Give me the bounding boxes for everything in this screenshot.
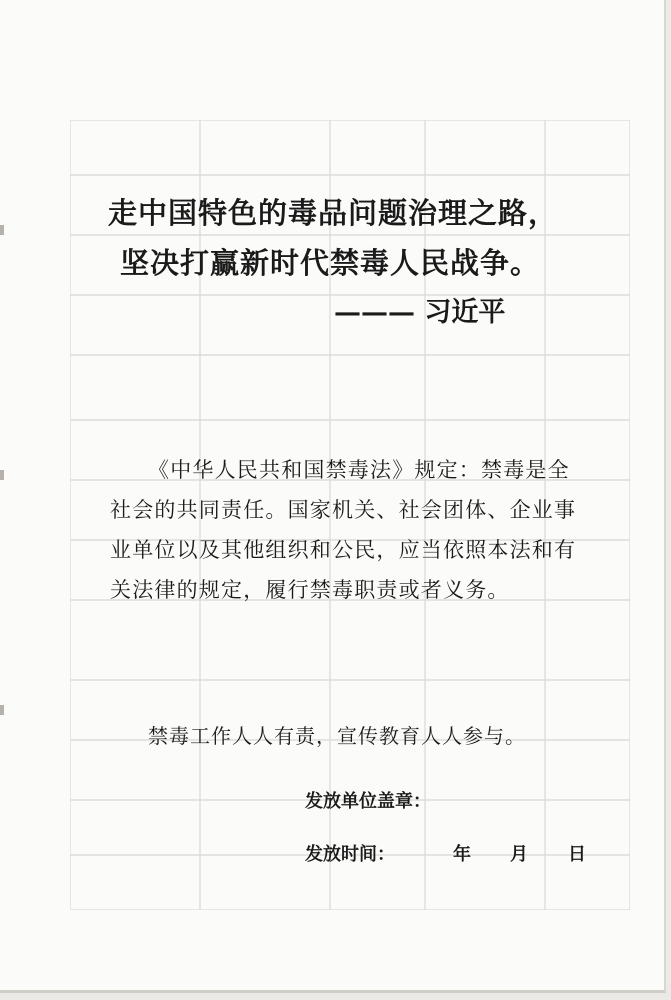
binding-mark [0,225,4,235]
quote-line-2: 坚决打赢新时代禁毒人民战争。 [120,246,541,280]
law-paragraph [110,450,635,610]
date-month-unit: 月 [510,844,528,865]
issuer-seal-label: 发放单位盖章： [305,791,431,812]
date-day-unit: 日 [568,844,586,865]
date-year-unit: 年 [453,844,471,865]
binding-mark [0,705,4,715]
xi-quote [108,188,608,338]
binding-mark [0,470,4,480]
law-line-2: 社会的共同责任。国家机关、社会团体、企业事 [110,498,577,522]
issue-date-label: 发放时间： [305,844,395,865]
law-line-4: 关法律的规定，履行禁毒职责或者义务。 [110,578,510,602]
law-line-1: 《中华人民共和国禁毒法》规定：禁毒是全 [148,458,570,482]
quote-attribution: ——— 习近平 [334,297,506,328]
slogan: 禁毒工作人人有责，宣传教育人人参与。 [148,724,526,748]
law-line-3: 业单位以及其他组织和公民，应当依照本法和有 [110,538,577,562]
quote-line-1: 走中国特色的毒品问题治理之路， [108,196,559,230]
